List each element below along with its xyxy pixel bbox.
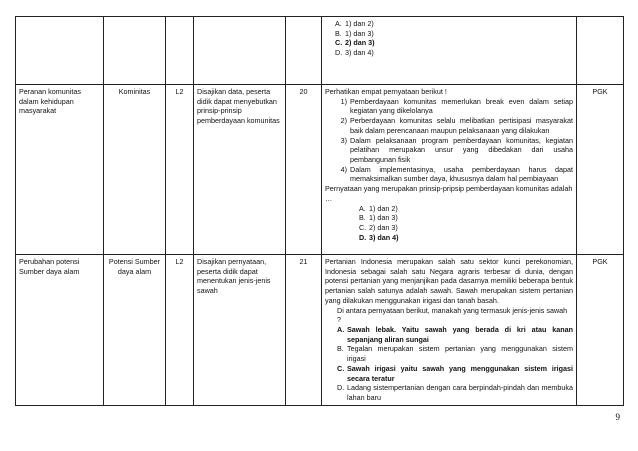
- statement-item: [335, 136, 573, 165]
- option-text: 2) dan 3): [345, 38, 375, 48]
- answer-option: [337, 364, 573, 383]
- option-letter: A.: [335, 19, 342, 28]
- option-text: Sawah irigasi yaitu sawah yang menggunakan sistem irigasi secara teratur: [347, 363, 573, 383]
- statement-list: [325, 97, 573, 184]
- option-letter: D.: [335, 48, 343, 58]
- option-list: [325, 19, 573, 58]
- table-row-continuation: [16, 17, 624, 85]
- statement-text: Dalam pelaksanaan program pemberdayaan komunitas, kegiatan pelatihan merupakan unsur yang dibedakan dari usaha pembangunan fisik: [350, 135, 573, 165]
- option-text: 2) dan 3): [369, 223, 398, 233]
- option-list: [325, 325, 573, 403]
- page-number: 9: [615, 412, 620, 422]
- option-letter: D.: [337, 383, 345, 393]
- statement-text: Pemberdayaan komunitas memerlukan break even dalam setiap kegiatan yang dikelolanya: [350, 96, 573, 116]
- option-letter: C.: [335, 38, 343, 48]
- option-letter: B.: [335, 28, 342, 38]
- bentuk-cell: PGK: [577, 255, 624, 406]
- soal-cell: [322, 17, 577, 85]
- kd-cell: Perubahan potensi Sumber daya alam: [16, 255, 104, 406]
- statement-item: [335, 165, 573, 184]
- nomor-cell: 20: [286, 85, 322, 255]
- answer-option: [337, 325, 573, 344]
- option-text: 1) dan 3): [345, 28, 374, 38]
- statement-number: 3): [340, 135, 347, 145]
- option-letter: C.: [337, 363, 345, 373]
- table-row: [16, 255, 624, 406]
- answer-option: [359, 213, 573, 223]
- soal-cell: [322, 255, 577, 406]
- kd-cell: Peranan komunitas dalam kehidupan masyarakat: [16, 85, 104, 255]
- option-letter: D.: [359, 232, 367, 242]
- option-letter: B.: [337, 344, 344, 354]
- question-text: Di antara pernyataan berikut, manakah yang termasuk jenis-jenis sawah ?: [337, 305, 568, 325]
- answer-option: [337, 383, 573, 402]
- question-text: Pernyataan yang merupakan prinsip-pripsip pemberdayaan komunitas adalah …: [325, 184, 573, 203]
- question-stem: Perhatikan empat pernyataan berikut !: [325, 87, 447, 96]
- answer-option: [335, 19, 573, 29]
- statement-item: [335, 116, 573, 135]
- statement-number: 1): [340, 96, 347, 106]
- answer-option: [337, 344, 573, 363]
- soal-cell: [322, 85, 577, 255]
- option-letter: A.: [337, 325, 345, 335]
- statement-text: Dalam implementasinya, usaha pemberdayaan harus dapat memaksimalkan sumber daya, khususnya dalam hal pembiayaan: [350, 164, 573, 184]
- materi-cell: Kominitas: [104, 85, 166, 255]
- statement-number: 4): [340, 164, 347, 174]
- statement-text: Perberdayaan komunitas selalu melibatkan pertisipasi masyarakat baik dalam perencanaan maupun pelaksanaan yang dilakukan: [350, 116, 573, 135]
- level-cell: L2: [166, 85, 194, 255]
- answer-option: [335, 48, 573, 58]
- answer-option: [335, 38, 573, 48]
- option-text: 1) dan 2): [369, 203, 398, 213]
- option-text: Ladang sistempertanian dengan cara berpindah-pindah dan membuka lahan baru: [347, 383, 573, 403]
- answer-option: [335, 29, 573, 39]
- option-text: 3) dan 4): [345, 48, 374, 58]
- answer-option: [359, 223, 573, 233]
- level-cell: L2: [166, 255, 194, 406]
- statement-item: [335, 97, 573, 116]
- option-letter: A.: [359, 203, 366, 213]
- statement-number: 2): [340, 116, 347, 126]
- bentuk-cell: PGK: [577, 85, 624, 255]
- question-stem: Pertanian Indonesia merupakan salah satu sektor kunci perekonomian, Indonesia sebagai salah satu Negara agraris terbesar di dunia, dengan potensi pertanian yang menjanjikan pada dasarnya memiliki beberapa bentuk pertanian salah satunya adalah sawah. Sawah merupakan sistem pertanian yang dilakukan menggunakan irigasi dan tanah basah.: [325, 257, 573, 305]
- answer-option: [359, 233, 573, 243]
- nomor-cell: 21: [286, 255, 322, 406]
- option-text: Sawah lebak. Yaitu sawah yang berada di kri atau kanan sepanjang aliran sungai: [347, 325, 573, 344]
- option-list: [325, 204, 573, 243]
- option-text: 1) dan 2): [345, 19, 374, 28]
- answer-option: [359, 204, 573, 214]
- option-letter: C.: [359, 223, 367, 233]
- materi-cell: Potensi Sumber daya alam: [104, 255, 166, 406]
- option-letter: B.: [359, 213, 366, 223]
- option-text: Tegalan merupakan sistem pertanian yang menggunakan sistem irigasi: [347, 344, 573, 364]
- indikator-cell: Disajikan data, peserta didik dapat menyebutkan prinsip-prinsip pemberdayaan komunitas: [194, 85, 286, 255]
- table-row: [16, 85, 624, 255]
- option-text: 1) dan 3): [369, 213, 398, 223]
- indikator-cell: Disajikan pernyataan, peserta didik dapat menentukan jenis-jenis sawah: [194, 255, 286, 406]
- kisi-kisi-table: [15, 16, 624, 406]
- option-text: 3) dan 4): [369, 232, 399, 242]
